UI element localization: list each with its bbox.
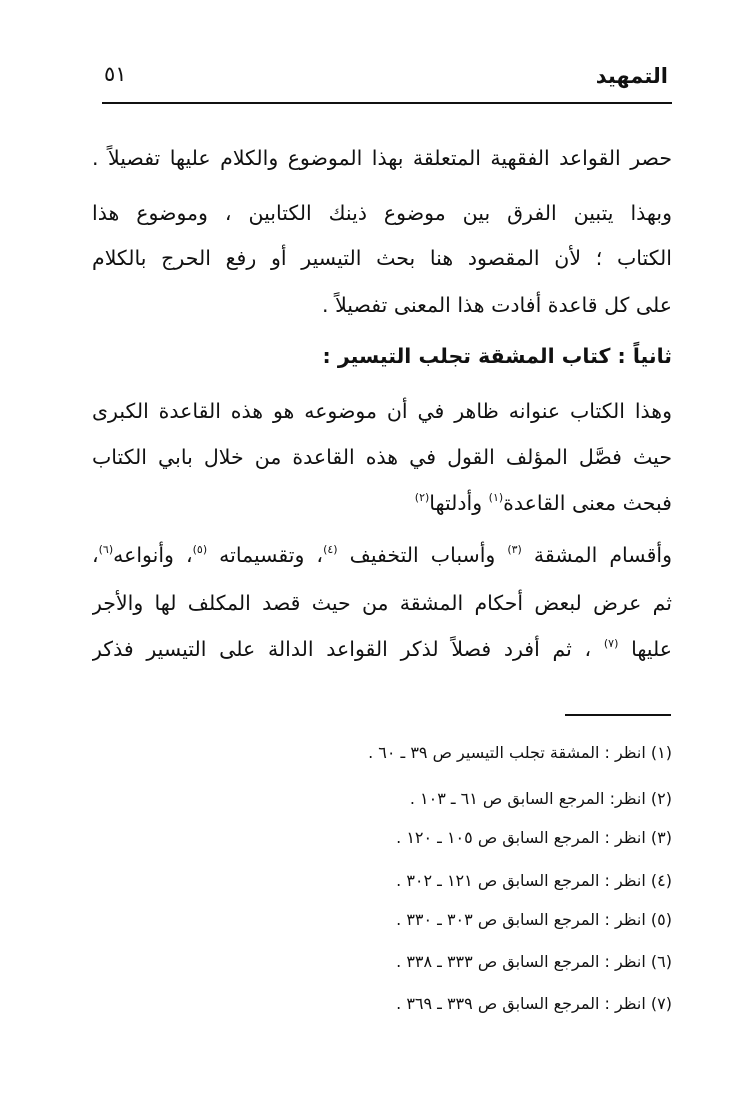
footnote-item: (٧) انظر : المرجع السابق ص ٣٣٩ ـ ٣٦٩ . [396, 994, 672, 1013]
body-text: عليها [618, 637, 672, 661]
footnote-item: (٤) انظر : المرجع السابق ص ١٢١ ـ ٣٠٢ . [396, 871, 672, 890]
body-line: وبهذا يتبين الفرق بين موضوع ذينك الكتابين ، وموضوع هذا [92, 201, 672, 225]
body-text: وأدلتها [429, 491, 489, 515]
body-text: وأقسام المشقة [521, 543, 672, 567]
footnote-ref[interactable]: (٧) [603, 637, 619, 650]
footnote-ref[interactable]: (٢) [414, 491, 430, 504]
footnote-separator [565, 714, 671, 716]
body-line [92, 634, 672, 664]
body-line: وهذا الكتاب عنوانه ظاهر في أن موضوعه هو هذه القاعدة الكبرى [92, 399, 672, 423]
body-line: على كل قاعدة أفادت هذا المعنى تفصيلاً . [322, 293, 672, 317]
footnote-item: (٦) انظر : المرجع السابق ص ٣٣٣ ـ ٣٣٨ . [396, 952, 672, 971]
body-line: حصر القواعد الفقهية المتعلقة بهذا الموضوع والكلام عليها تفصيلاً . [92, 146, 672, 170]
footnote-item: (١) انظر : المشقة تجلب التيسير ص ٣٩ ـ ٦٠ . [368, 743, 672, 762]
footnote-ref[interactable]: (٦) [98, 543, 114, 556]
footnote-ref[interactable]: (٤) [323, 543, 338, 556]
running-header-title: التمهيد [595, 64, 668, 88]
body-text: ، وأنواعه [113, 543, 193, 567]
page-number: ٥١ [104, 62, 127, 86]
body-text: ، وتقسيماته [207, 543, 324, 567]
footnote-item: (٣) انظر : المرجع السابق ص ١٠٥ ـ ١٢٠ . [396, 828, 672, 847]
body-text: ، [92, 543, 99, 567]
footnote-ref[interactable]: (٣) [507, 543, 522, 556]
footnote-item: (٥) انظر : المرجع السابق ص ٣٠٣ ـ ٣٣٠ . [396, 910, 672, 929]
body-text: فبحث معنى القاعدة [503, 491, 672, 515]
body-text: ، ثم أفرد فصلاً لذكر القواعد الدالة على التيسير فذكر [92, 637, 604, 661]
body-line: الكتاب ؛ لأن المقصود هنا بحث التيسير أو رفع الحرج بالكلام [92, 246, 672, 270]
footnote-ref[interactable]: (٥) [192, 543, 208, 556]
body-line [92, 488, 672, 518]
header-divider [102, 102, 672, 104]
body-line: ثم عرض لبعض أحكام المشقة من حيث قصد المكلف لها والأجر [92, 591, 672, 615]
body-line [92, 540, 672, 570]
section-heading: ثانياً : كتاب المشقة تجلب التيسير : [322, 344, 672, 368]
body-line: حيث فصَّل المؤلف القول في هذه القاعدة من خلال بابي الكتاب [92, 445, 672, 469]
footnote-ref[interactable]: (١) [488, 491, 504, 504]
body-text: وأسباب التخفيف [337, 543, 508, 567]
footnote-item: (٢) انظر: المرجع السابق ص ٦١ ـ ١٠٣ . [409, 789, 672, 808]
